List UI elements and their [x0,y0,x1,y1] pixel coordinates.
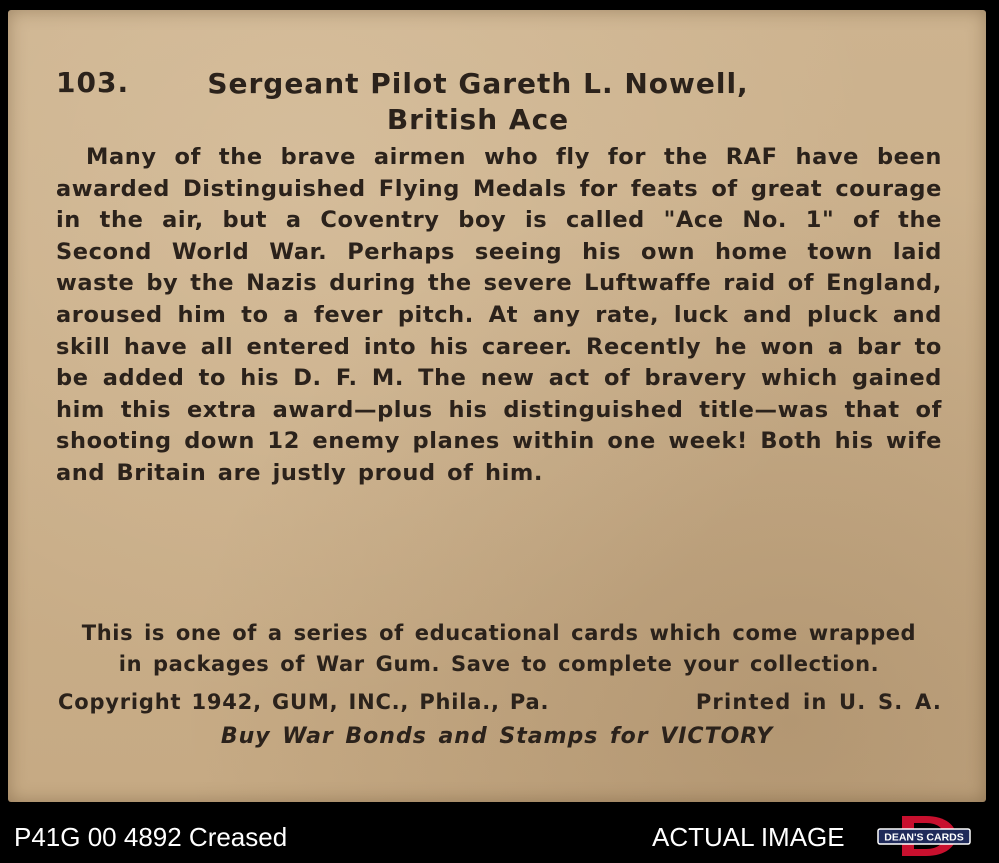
copyright-text: Copyright 1942, GUM, INC., Phila., Pa. [58,690,550,714]
war-bonds-slogan: Buy War Bonds and Stamps for VICTORY [220,724,774,749]
card-title [158,66,798,138]
trading-card-back [8,10,986,802]
printed-in-text: Printed in U. S. A. [695,690,942,714]
educational-note-line-1: This is one of a series of educational cards which come wrapped [81,621,917,645]
deans-cards-logo [876,814,972,858]
card-title-line-2: British Ace [386,103,570,136]
grade-caption: P41G 00 4892 Creased [14,822,288,852]
card-body-text: Many of the brave airmen who fly for the RAF have been awarded Distinguished Flying Medals for feats of great courage in the air, but a Coventry boy is called "Ace No. 1" of the Second World War. Perhaps seeing his own home town laid waste by the Nazis during the severe Luftwaffe raid of England, aroused him to a fever pitch. At any rate, luck and pluck and skill have all entered into his career. Recently he won a bar to be added to his D. F. M. The new act of bravery which gained him this extra award—plus his distinguished title—was that of shooting down 12 enemy planes within one week! Both his wife and Britain are justly proud of him. [56,144,942,486]
actual-image-caption: ACTUAL IMAGE [652,822,845,852]
logo-text: DEAN'S CARDS [884,831,964,844]
educational-note-line-2: in packages of War Gum. Save to complete your collection. [118,652,880,676]
card-title-line-1: Sergeant Pilot Gareth L. Nowell, [207,67,749,100]
educational-note [56,618,942,680]
card-number: 103. [56,66,130,99]
